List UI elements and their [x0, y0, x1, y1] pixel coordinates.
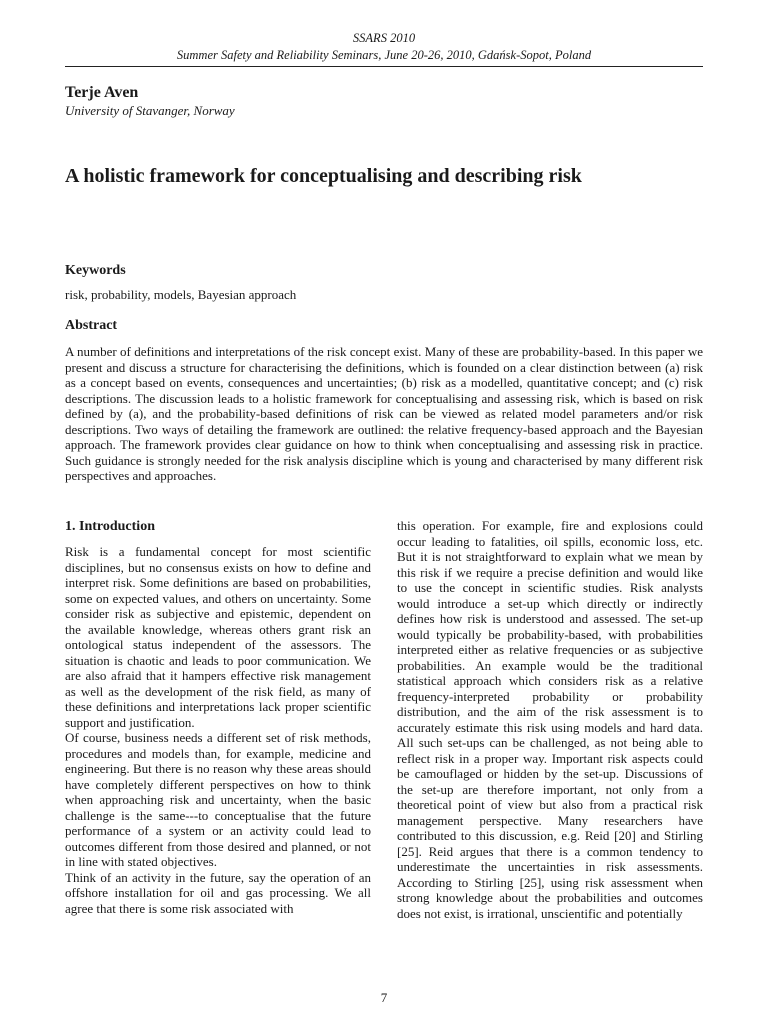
- keywords-heading: Keywords: [65, 263, 126, 278]
- intro-paragraph-2: Of course, business needs a different set of risk methods, procedures and models than, for example, medicine and engineering. But there is no reason why these areas should have completely different perspectives on how to think when approaching risk and uncertainty, when the basic challenge is the same---to conceptualise that the future performance of a system or an activity could lead to outcomes different from those desired and planned, or not in line with stated objectives.: [65, 730, 371, 869]
- right-column: [397, 518, 703, 921]
- section-heading-introduction: 1. Introduction: [65, 519, 155, 534]
- intro-paragraph-3: Think of an activity in the future, say the operation of an offshore installation for oil and gas processing. We all agree that there is some risk associated with: [65, 869, 371, 916]
- abstract-text: A number of definitions and interpretations of the risk concept exist. Many of these are probability-based. In this paper we present and discuss a structure for characterising the definitions, which is founded on a clear distinction between (a) risk as a concept based on events, consequences and uncertainties; (b) risk as a modelled, quantitative concept; and (c) risk descriptions. The discussion leads to a holistic framework for conceptualising and assessing risk, which is based on risk defined by (a), and the probability-based definitions of risk can be viewed as related model parameters and/or risk descriptions. Two ways of detailing the framework are outlined: the relative frequency-based approach and the Bayesian approach. The framework provides clear guidance on how to think when conceptualising and assessing risk in practice. Such guidance is strongly needed for the risk analysis discipline which is young and characterised by many different risk perspectives and approaches.: [65, 344, 703, 483]
- paper-title: A holistic framework for conceptualising and describing risk: [65, 165, 582, 187]
- page-number: 7: [380, 990, 388, 1005]
- abstract-heading: Abstract: [65, 318, 118, 333]
- intro-paragraph-1: Risk is a fundamental concept for most scientific disciplines, but no consensus exists on how to define and interpret risk. Some definitions are based on probabilities, some on expected values, and others on uncertainty. Some consider risk as subjective and epistemic, dependent on the available knowledge, whereas others grant risk an ontological status independent of the assessors. The situation is chaotic and leads to poor communication. We are also afraid that it hampers effective risk management as well as the development of the risk field, as many of these definitions and interpretations lack proper scientific support and justification.: [65, 544, 371, 730]
- author-affiliation: University of Stavanger, Norway: [65, 103, 235, 118]
- conference-details: Summer Safety and Reliability Seminars, June 20-26, 2010, Gdańsk-Sopot, Poland: [176, 48, 592, 62]
- running-header: [65, 30, 703, 67]
- conference-acronym: SSARS 2010: [352, 31, 416, 45]
- left-column: [65, 518, 371, 916]
- intro-continuation: this operation. For example, fire and explosions could occur leading to fatalities, oil spills, economic loss, etc. But it is not straightforward to explain what we mean by this risk if we require a precise definition and would like to use the concept in scientific studies. Risk analysts would introduce a set-up which directly or indirectly defines how risk is understood and assessed. The set-up would typically be probability-based, with probabilities interpreted either as relative frequencies or as subjective probabilities. An example would be the traditional statistical approach which considers risk as a relative frequency-interpreted probability or probability distribution, and the aim of the risk assessment is to accurately estimate this risk using models and hard data. All such set-ups can be challenged, as not being able to reflect risk in a proper way. Important risk aspects could be camouflaged or hidden by the set-up. Discussions of the set-up are therefore important, not only from a theoretical point of view but also from a practical risk management perspective. Many researchers have contributed to this discussion, e.g. Reid [20] and Stirling [25]. Reid argues that there is a common tendency to underestimate the uncertainties in risk assessments. According to Stirling [25], using risk assessment when strong knowledge about the probabilities and outcomes does not exist, is irrational, unscientific and potentially: [397, 518, 703, 921]
- keywords-text: risk, probability, models, Bayesian approach: [65, 287, 297, 302]
- author-name: Terje Aven: [65, 84, 139, 101]
